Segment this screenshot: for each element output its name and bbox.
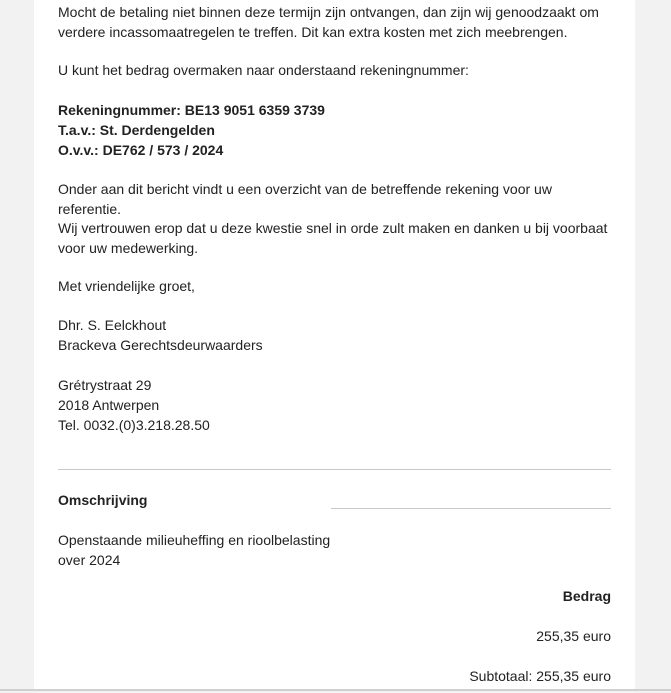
address-block [58, 375, 614, 435]
trust-line-1: Wij vertrouwen erop dat u deze kwestie snel in orde zult maken en danken u bij voorbaat [58, 220, 608, 236]
payment-notice-line-2: verdere incassomaatregelen te treffen. Dit kan extra kosten met zich meebrengen. [58, 24, 568, 40]
invoice-description [58, 530, 348, 570]
letter-sheet [34, 0, 635, 689]
trust-paragraph [58, 218, 614, 258]
amount-value: 255,35 euro [536, 628, 611, 644]
description-header: Omschrijving [58, 492, 148, 508]
description-line-1: Openstaande milieuheffing en rioolbelasting [58, 532, 331, 548]
transfer-instruction: U kunt het bedrag overmaken naar onderstaand rekeningnummer: [58, 62, 469, 78]
bank-details [58, 100, 614, 160]
subtotal: Subtotaal: 255,35 euro [469, 668, 611, 684]
payment-reference: O.v.v.: DE762 / 573 / 2024 [58, 142, 224, 158]
signer-name: Dhr. S. Eelckhout [58, 317, 167, 333]
window-bottom-edge [0, 689, 671, 691]
payment-notice-paragraph [58, 2, 614, 42]
payment-notice-line-1: Mocht de betaling niet binnen deze termijn zijn ontvangen, dan zijn wij genoodzaakt om [58, 4, 599, 20]
signature-block [58, 315, 614, 355]
address-street: Grétrystraat 29 [58, 377, 152, 393]
description-line-2: over 2024 [58, 552, 121, 568]
address-phone: Tel. 0032.(0)3.218.28.50 [58, 417, 210, 433]
amount-header: Bedrag [562, 588, 611, 604]
account-number: Rekeningnummer: BE13 9051 6359 3739 [58, 102, 325, 118]
signer-company: Brackeva Gerechtsdeurwaarders [58, 337, 263, 353]
invoice-top-divider [58, 469, 611, 470]
overview-note: Onder aan dit bericht vindt u een overzicht van de betreffende rekening voor uw referentie. [58, 181, 552, 217]
account-attention: T.a.v.: St. Derdengelden [58, 122, 215, 138]
description-header-underline [331, 508, 611, 509]
closing-greeting: Met vriendelijke groet, [58, 278, 195, 294]
address-city: 2018 Antwerpen [58, 397, 160, 413]
trust-line-2: voor uw medewerking. [58, 240, 199, 256]
